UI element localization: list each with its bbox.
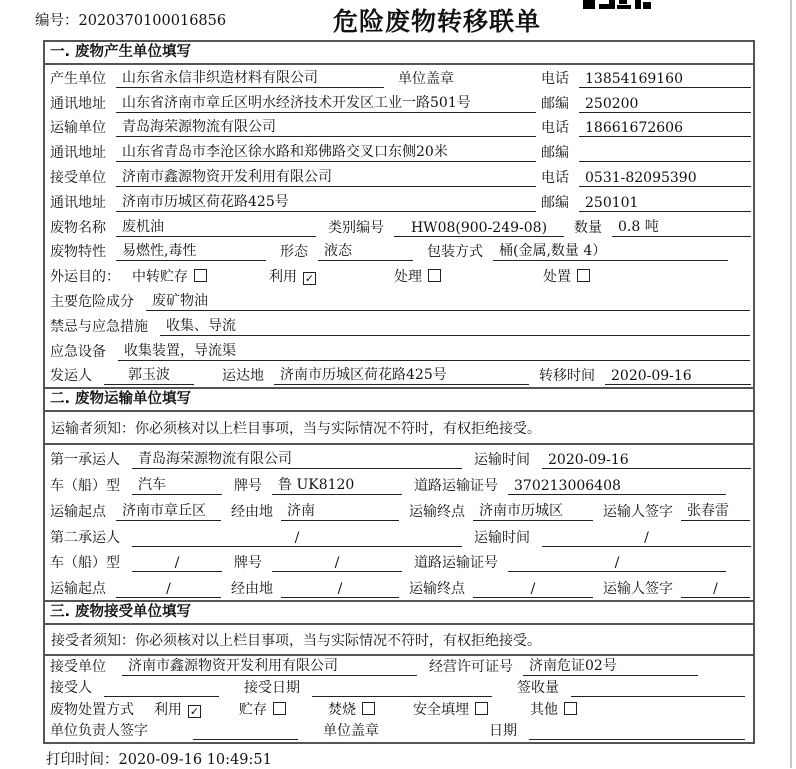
purpose-option-storage: 中转贮存 [132,266,207,286]
route2-sign-label: 运输人签字 [603,581,673,598]
transfer-time-field: 2020-09-16 [605,368,751,385]
disposal-landfill-checkbox [475,702,488,715]
taboo-row [45,313,753,338]
section3-title: 三. 废物接受单位填写 [45,600,753,625]
disposal-option-other: 其他 [530,699,577,719]
vehicle1-type-label: 车（船）型 [50,477,120,494]
transporter-label: 运输单位 [50,120,106,137]
accept-date-field [312,696,492,697]
accept-unit-row [45,656,753,678]
hazard-field: 废矿物油 [146,290,750,311]
qr-code-fragment [583,0,651,9]
document-title: 危险废物转移联单 [332,7,541,36]
vehicle2-row [45,549,753,575]
route2-via-label: 经由地 [231,581,273,598]
dispose-checkbox [577,269,590,282]
dispatch-row [45,363,753,388]
purpose-option-dispose: 处置 [543,266,590,286]
route2-start-field: / [116,581,221,598]
use-checkbox: ✓ [304,272,315,286]
disposal-label: 废物处置方式 [50,701,134,718]
receiver-address-row [45,189,753,214]
print-time-value: 2020-09-16 10:49:51 [118,752,272,768]
receipt-qty-field [571,696,745,697]
purpose-row [45,263,753,288]
equipment-row [45,338,753,363]
vehicle2-license-field: / [508,555,726,572]
disposal-other-checkbox [564,702,577,715]
vehicle2-type-field: / [132,555,222,572]
receiver-phone-field: 0531-82095390 [579,170,751,187]
print-time-label: 打印时间： [46,752,119,768]
section2-title: 二. 废物运输单位填写 [45,387,753,412]
route1-start-field: 济南市章丘区 [116,500,221,521]
route1-end-label: 运输终点 [409,503,465,520]
producer-seal-label: 单位盖章 [398,70,454,87]
signoff-date-field [529,739,745,740]
carrier1-row [45,445,753,471]
producer-phone-field: 13854169160 [579,71,751,88]
route1-sign-label: 运输人签字 [603,503,673,520]
form-serial-number [35,9,226,30]
accept-date-label: 接受日期 [244,680,300,697]
carrier2-time-field: / [542,530,751,547]
transporter-zip-label: 邮编 [541,145,569,162]
waste-props-row [45,239,753,264]
route2-sign-field: / [681,581,750,598]
transporter-notice: 运输者须知：你必须核对以上栏目事项，当与实际情况不符时，有权拒绝接受。 [45,412,753,445]
waste-name-field: 废机油 [116,216,316,237]
taboo-field: 收集、导流 [160,315,750,336]
receiver-name-field: 济南市鑫源物资开发利用有限公司 [116,166,536,187]
accept-person-field [104,696,219,697]
destination-label: 运达地 [222,368,264,385]
vehicle2-type-label: 车（船）型 [50,555,120,572]
disposal-use-checkbox: ✓ [189,704,200,718]
equipment-label: 应急设备 [50,343,106,360]
hazard-label: 主要危险成分 [50,293,134,310]
disposal-option-use: 利用 ✓ [154,701,200,718]
vehicle1-row [45,471,753,497]
vehicle2-plate-label: 牌号 [234,555,262,572]
route2-end-label: 运输终点 [409,581,465,598]
equipment-field: 收集装置，导流渠 [118,340,750,361]
disposal-option-incinerate: 焚烧 [328,699,375,719]
carrier1-time-field: 2020-09-16 [542,452,751,469]
transporter-phone-field: 18661672606 [579,120,751,137]
operating-license-label: 经营许可证号 [429,658,513,675]
transporter-address-row [45,139,753,164]
storage-checkbox [194,269,207,282]
receiver-zip-label: 邮编 [541,194,569,211]
route1-start-label: 运输起点 [50,503,106,520]
producer-address-row [45,90,753,115]
disposal-row [45,699,753,721]
vehicle1-plate-field: 鲁 UK8120 [272,474,402,495]
producer-phone-label: 电话 [541,70,569,87]
signoff-row [45,721,753,743]
producer-zip-label: 邮编 [541,95,569,112]
purpose-option-treat: 处理 [394,266,441,286]
route1-via-label: 经由地 [231,503,273,520]
purpose-label: 外运目的： [50,269,120,286]
route1-end-field: 济南市历城区 [473,500,593,521]
carrier2-time-label: 运输时间 [474,529,530,546]
waste-name-label: 废物名称 [50,219,106,236]
dispatcher-label: 发运人 [50,368,92,385]
receipt-qty-label: 签收量 [517,680,559,697]
receiver-zip-field: 250101 [579,195,751,212]
vehicle2-license-label: 道路运输证号 [414,555,498,572]
serial-value: 2020370100016856 [78,13,227,29]
purpose-option-use: 利用 ✓ [269,269,315,286]
route1-row [45,497,753,523]
producer-address-field: 山东省济南市章丘区明水经济技术开发区工业一路501号 [116,92,536,113]
destination-field: 济南市历城区荷花路425号 [274,364,529,385]
serial-label: 编号： [35,13,79,29]
accept-person-row [45,678,753,700]
transfer-time-label: 转移时间 [539,368,595,385]
transporter-address-field: 山东省青岛市李沧区徐水路和郑佛路交叉口东侧20米 [116,141,536,162]
waste-code-field: HW08(900-249-08) [394,220,564,237]
taboo-label: 禁忌与应急措施 [50,318,148,335]
route1-via-field: 济南 [281,500,399,521]
route2-row [45,574,753,600]
waste-form-label: 形态 [280,244,308,261]
transporter-row [45,115,753,140]
waste-props-label: 废物特性 [50,244,106,261]
receiver-label: 接受单位 [50,169,106,186]
carrier1-time-label: 运输时间 [474,452,530,469]
carrier2-field: / [132,530,462,547]
responsible-sign-field [193,739,298,740]
waste-qty-label: 数量 [574,219,602,236]
print-timestamp [46,748,272,769]
transporter-address-label: 通讯地址 [50,145,106,162]
waste-qty-field: 0.8 吨 [612,216,751,237]
vehicle1-license-label: 道路运输证号 [414,477,498,494]
vehicle1-license-field: 370213006408 [508,478,726,495]
disposal-option-storage: 贮存 [239,699,286,719]
waste-name-row [45,214,753,239]
section1-title: 一. 废物产生单位填写 [45,42,753,65]
accept-unit-label: 接受单位 [50,658,106,675]
route1-sign-field: 张春雷 [681,500,750,521]
waste-code-label: 类别编号 [328,219,384,236]
unit-seal-label: 单位盖章 [323,723,379,740]
accept-person-label: 接受人 [50,680,92,697]
waste-pack-label: 包装方式 [427,244,483,261]
waste-pack-field: 桶(金属,数量 4） [493,240,728,261]
disposal-option-landfill: 安全填埋 [413,699,488,719]
producer-name-field: 山东省永信非织造材料有限公司 [116,67,384,88]
dispatcher-field: 郭玉波 [104,364,194,385]
transporter-zip-field [579,161,751,162]
carrier1-label: 第一承运人 [50,452,120,469]
treat-checkbox [428,269,441,282]
carrier2-label: 第二承运人 [50,529,120,546]
disposal-incinerate-checkbox [362,702,375,715]
producer-zip-field: 250200 [579,96,751,113]
disposal-storage-checkbox [273,702,286,715]
carrier2-row [45,523,753,549]
transporter-name-field: 青岛海荣源物流有限公司 [116,116,536,137]
route2-via-field: / [281,581,399,598]
producer-address-label: 通讯地址 [50,95,106,112]
hazard-row [45,288,753,313]
waste-form-field: 液态 [318,240,413,261]
receiver-address-field: 济南市历城区荷花路425号 [116,191,536,212]
producer-row [45,65,753,90]
route2-start-label: 运输起点 [50,581,106,598]
waste-props-field: 易燃性,毒性 [116,240,266,261]
receiver-phone-label: 电话 [541,169,569,186]
receiver-notice: 接受者须知：你必须核对以上栏目事项，当与实际情况不符时，有权拒绝接受。 [45,625,753,656]
receiver-address-label: 通讯地址 [50,194,106,211]
carrier1-field: 青岛海荣源物流有限公司 [132,448,462,469]
vehicle2-plate-field: / [272,555,402,572]
vehicle1-type-field: 汽车 [132,474,222,495]
page-edge-line [790,0,792,768]
producer-label: 产生单位 [50,70,106,87]
vehicle1-plate-label: 牌号 [234,477,262,494]
transporter-phone-label: 电话 [541,120,569,137]
route2-end-field: / [473,581,593,598]
transfer-form [43,40,755,744]
signoff-date-label: 日期 [489,723,517,740]
accept-unit-field: 济南市鑫源物资开发利用有限公司 [122,655,417,676]
responsible-sign-label: 单位负责人签字 [50,723,148,740]
operating-license-field: 济南危证02号 [523,655,698,676]
receiver-row [45,164,753,189]
